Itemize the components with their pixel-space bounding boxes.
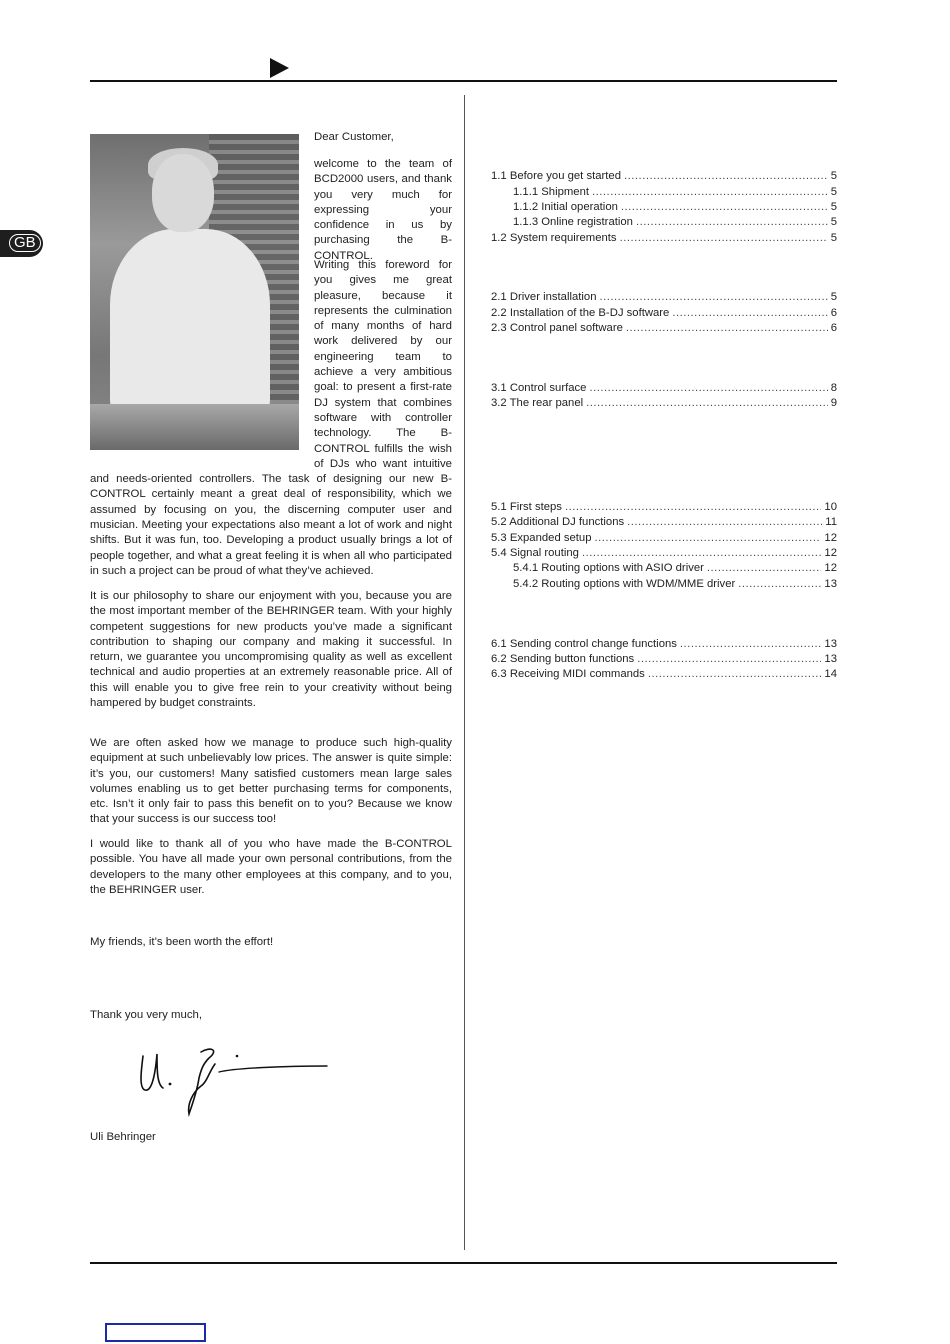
- toc-entry[interactable]: 6.2 Sending button functions ..... 13: [491, 652, 837, 667]
- toc-entry[interactable]: 6.1 Sending control change functions ..... 13: [491, 637, 837, 652]
- toc-entry[interactable]: 3.1 Control surface ..... 8: [491, 381, 837, 396]
- footer-link-box[interactable]: [105, 1323, 206, 1342]
- letter-paragraph-5: I would like to thank all of you who have made the B-CONTROL possible. You have all made your own personal contributions, from the developers to the many other employees at this company, and to you, the BEHRINGER user.: [90, 838, 452, 896]
- toc-entry[interactable]: 2.3 Control panel software ..... 6: [491, 321, 837, 336]
- toc-entry[interactable]: 5.3 Expanded setup ..... 12: [491, 531, 837, 546]
- toc-entry[interactable]: 2.1 Driver installation ..... 5: [491, 290, 837, 305]
- toc-entry[interactable]: 5.1 First steps ..... 10: [491, 500, 837, 515]
- letter-body-wrap: [90, 258, 452, 579]
- toc-entry[interactable]: 2.2 Installation of the B-DJ software ..... 6: [491, 306, 837, 321]
- column-divider: [464, 95, 465, 1250]
- toc-entry[interactable]: 5.4.1 Routing options with ASIO driver ..... 12: [513, 561, 837, 576]
- letter-signer: Uli Behringer: [90, 1131, 156, 1143]
- letter-paragraph-3: It is our philosophy to share our enjoyment with you, because you are the most important member of the BEHRINGER team. With your highly competent suggestions for new products you’ve made a significant contribution to shaping our company and making it successful. In return, we guarantee you uncompromising quality as well as excellent technical and audio properties at an extremely reasonable price. All of this will enable you to give free rein to your creativity without being hampered by budget constraints.: [90, 590, 452, 710]
- toc-entry[interactable]: 5.2 Additional DJ functions ..... 11: [491, 515, 837, 530]
- play-triangle-icon: [270, 58, 289, 78]
- toc-entry[interactable]: 1.1.1 Shipment ..... 5: [513, 185, 837, 200]
- toc-entry[interactable]: 6.3 Receiving MIDI commands ..... 14: [491, 667, 837, 682]
- toc-entry[interactable]: 5.4 Signal routing ..... 12: [491, 546, 837, 561]
- toc-entry[interactable]: 1.2 System requirements ..... 5: [491, 231, 837, 246]
- header-rule: [90, 80, 837, 82]
- letter-paragraph-2: Writing this foreword for you gives me great pleasure, because it represents the culmination of many months of hard work delivered by our engineering team to achieve a very ambitious goal: to present a first-rate DJ system that combines software with controller technology. The B-CONTROL fulfills the wish of DJs who want intuitive and needs-oriented controllers. The task of designing our new B-CONTROL certainly meant a great deal of responsibility, which we assumed by focusing on you, the discerning computer user and musician. Meeting your expectations also meant a lot of work and night shifts. But it was fun, too. Developing a product usually brings a lot of people together, and what a great feeling it is when all who participated in such a project can be proud of what they’ve achieved.: [90, 259, 452, 577]
- letter-paragraph-4: We are often asked how we manage to produce such high-quality equipment at such unbelievably low prices. The answer is quite simple: it’s you, our customers! Many satisfied customers mean large sales volumes enabling us to get better purchasing terms for components, etc. Isn’t it only fair to pass this benefit on to you? Because we know that your success is our success too!: [90, 737, 452, 826]
- toc-entry[interactable]: 1.1 Before you get started ..... 5: [491, 169, 837, 184]
- toc-entry[interactable]: 5.4.2 Routing options with WDM/MME driver ..... 13: [513, 577, 837, 592]
- language-badge-label: GB: [9, 234, 41, 252]
- footer-rule: [90, 1262, 837, 1264]
- toc-entry[interactable]: 3.2 The rear panel ..... 9: [491, 396, 837, 411]
- letter-salutation: Dear Customer,: [314, 131, 394, 143]
- letter-welcome: welcome to the team of BCD2000 users, and thank you very much for expressing your confidence in us by purchasing the B-CONTROL.: [314, 158, 452, 262]
- toc-entry[interactable]: 1.1.3 Online registration ..... 5: [513, 215, 837, 230]
- letter-closing: Thank you very much,: [90, 1009, 203, 1021]
- signature-image: [135, 1042, 330, 1118]
- toc-entry[interactable]: 1.1.2 Initial operation ..... 5: [513, 200, 837, 215]
- letter-paragraph-6: My friends, it’s been worth the effort!: [90, 936, 274, 948]
- language-tab: [0, 230, 43, 257]
